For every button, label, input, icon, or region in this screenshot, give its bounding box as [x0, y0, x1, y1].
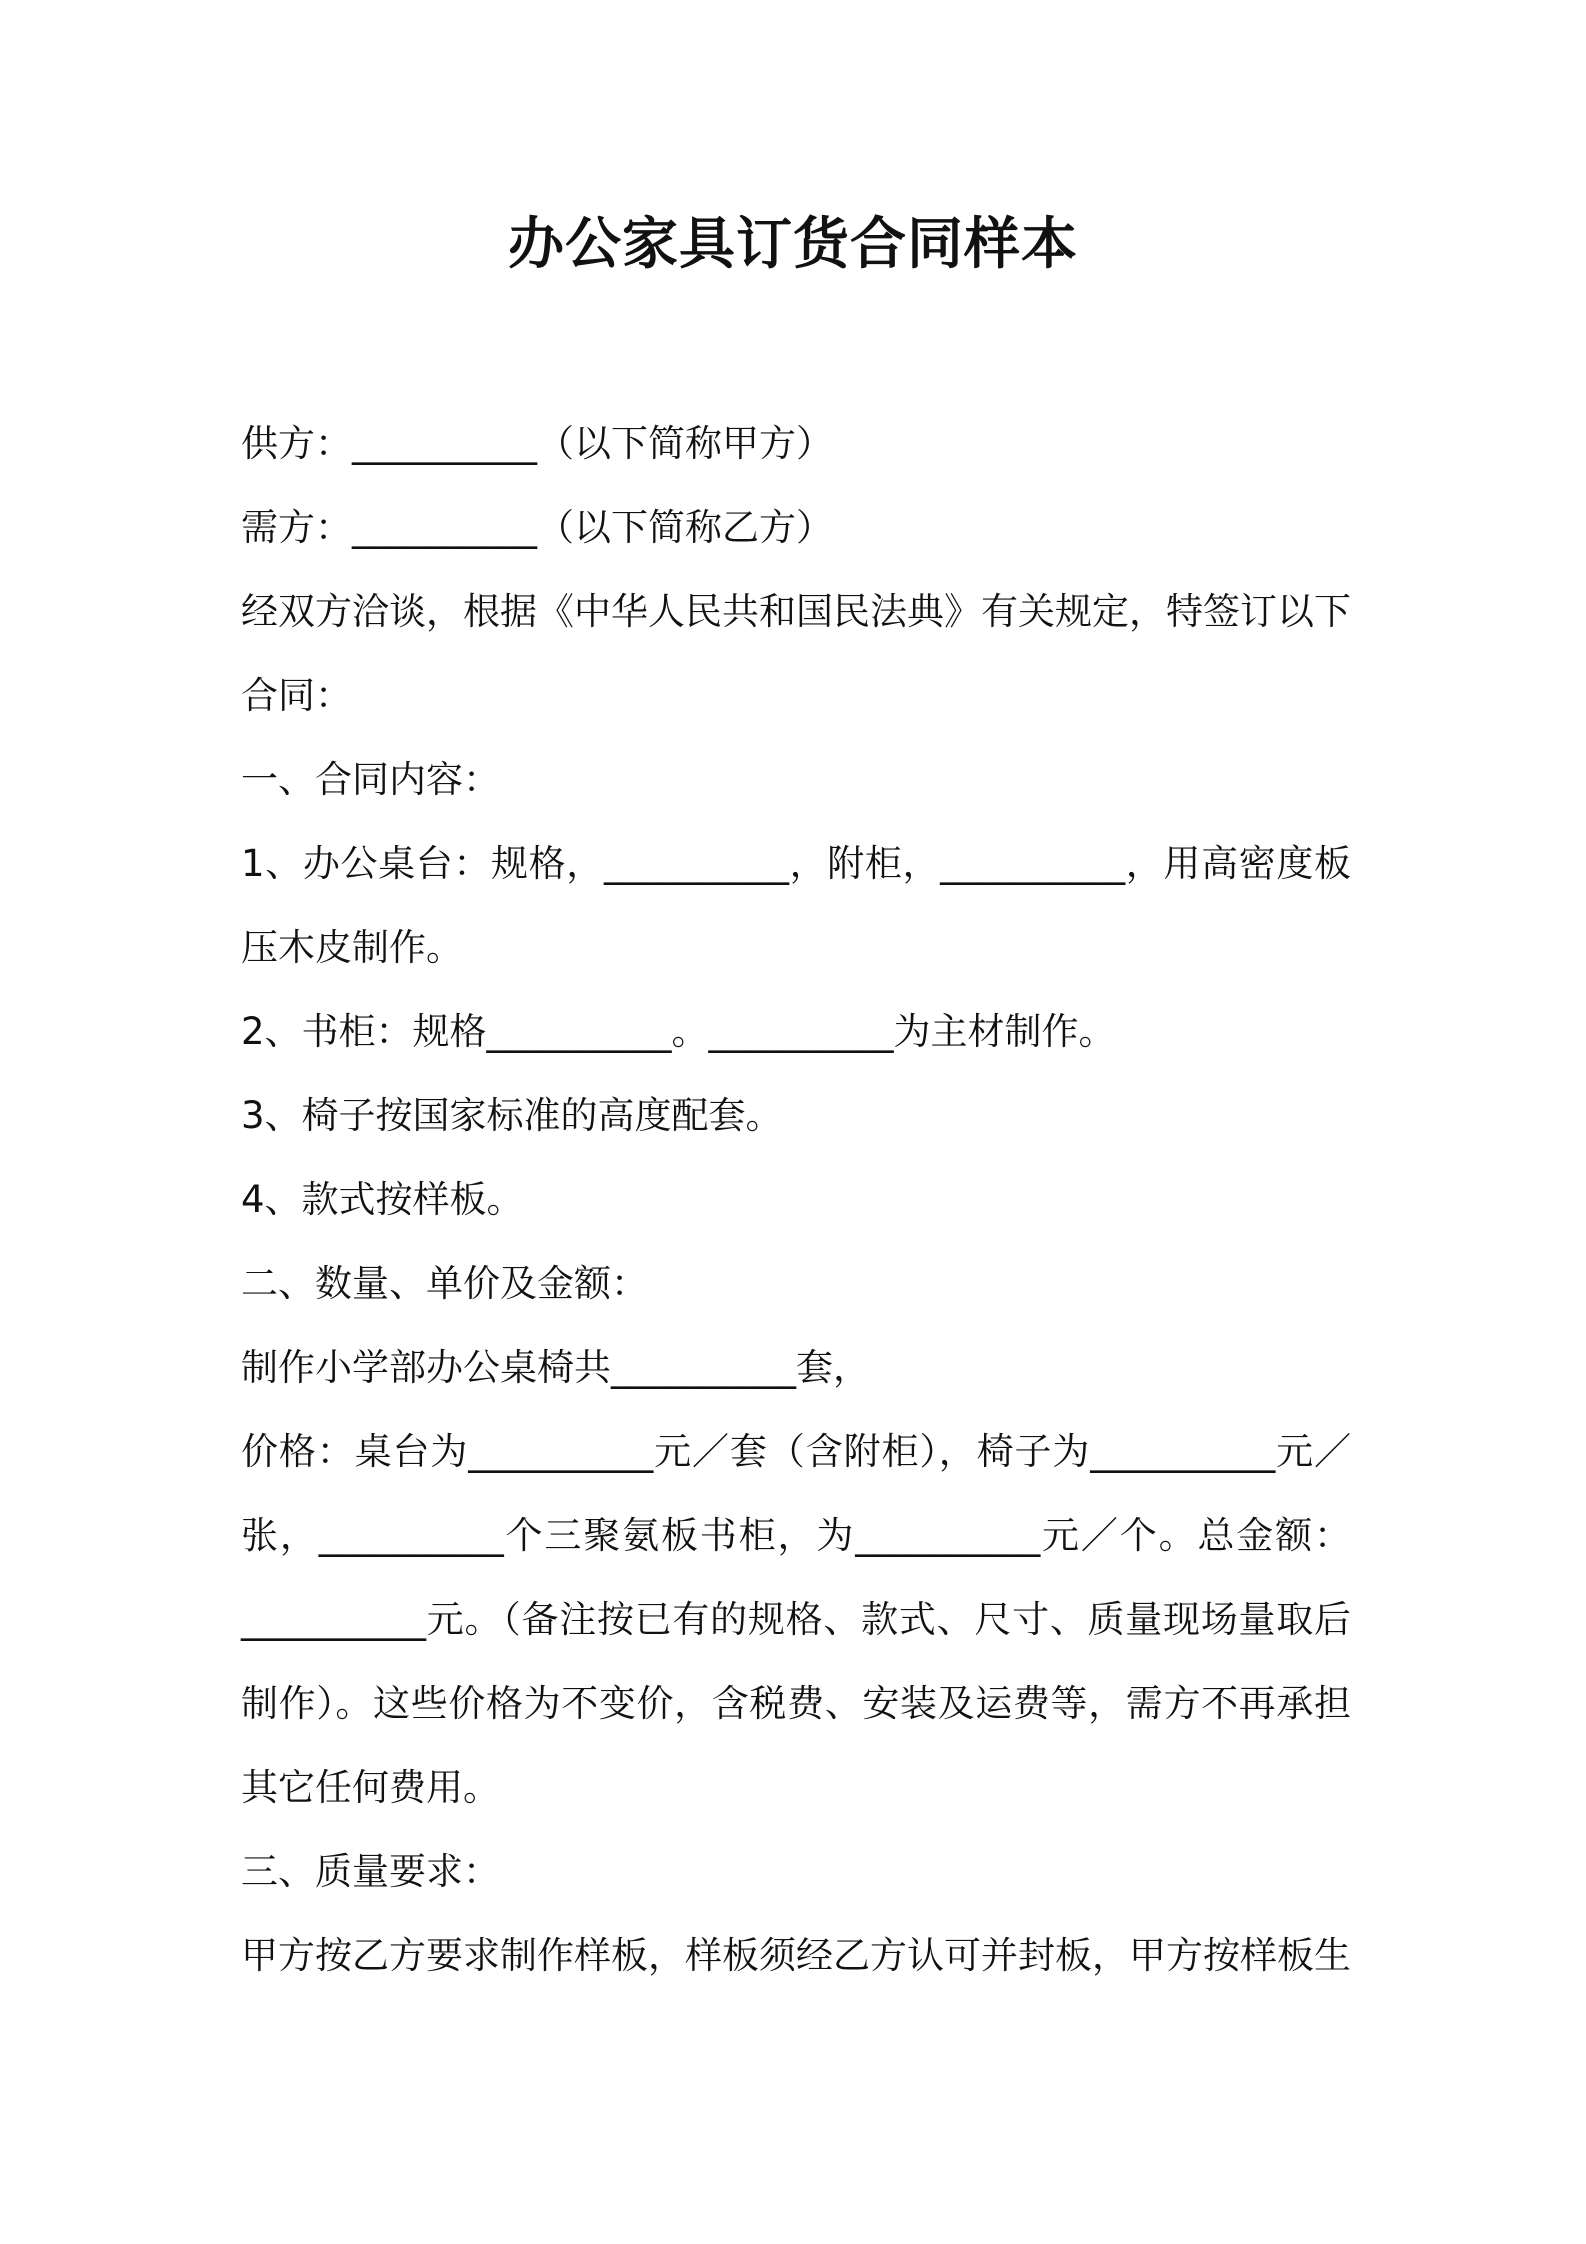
clause-4: 4、款式按样板。 [241, 1178, 524, 1221]
clause-2: 2、书柜：规格__________。__________为主材制作。 [241, 1010, 1116, 1053]
section-heading-1: 一、合同内容： [241, 758, 500, 801]
clause-1-line-1: 1、办公桌台：规格，__________，附柜，__________，用高密度板 [241, 842, 1351, 885]
supplier-line: 供方：__________（以下简称甲方） [241, 422, 833, 465]
price-line-2: 张，__________个三聚氨板书柜，为__________元／个。总金额： [241, 1514, 1351, 1557]
buyer-line: 需方：__________（以下简称乙方） [241, 506, 833, 549]
price-line-5: 其它任何费用。 [241, 1766, 500, 1809]
section-heading-2: 二、数量、单价及金额： [241, 1262, 648, 1305]
preamble-line-1: 经双方洽谈，根据《中华人民共和国民法典》有关规定，特签订以下 [241, 590, 1351, 633]
preamble-line-2: 合同： [241, 674, 352, 717]
price-line-1: 价格：桌台为__________元／套（含附柜），椅子为__________元／ [241, 1430, 1351, 1473]
clause-3: 3、椅子按国家标准的高度配套。 [241, 1094, 783, 1137]
quantity-line: 制作小学部办公桌椅共__________套， [241, 1346, 870, 1389]
document-title: 办公家具订货合同样本 [508, 212, 1078, 277]
clause-1-line-2: 压木皮制作。 [241, 926, 463, 969]
quality-line-1: 甲方按乙方要求制作样板，样板须经乙方认可并封板，甲方按样板生 [241, 1934, 1351, 1977]
contract-body [241, 402, 1351, 1998]
price-line-4: 制作）。这些价格为不变价，含税费、安装及运费等，需方不再承担 [241, 1682, 1351, 1725]
section-heading-3: 三、质量要求： [241, 1850, 500, 1893]
price-line-3: __________元。（备注按已有的规格、款式、尺寸、质量现场量取后 [241, 1598, 1351, 1641]
